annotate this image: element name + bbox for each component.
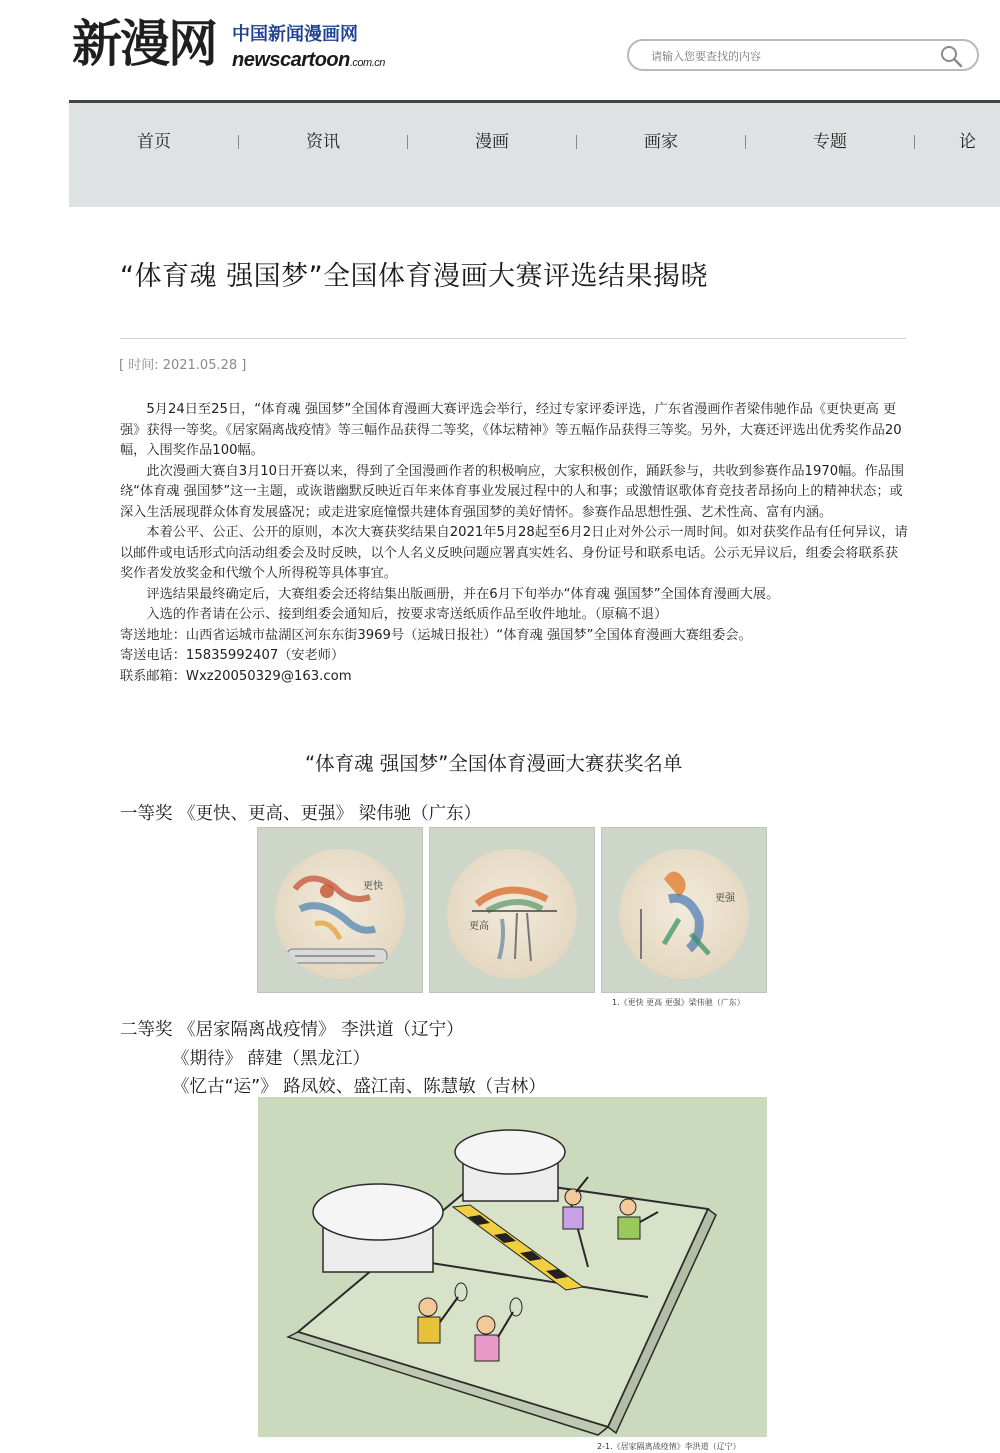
artwork-disc-torch-runner	[619, 849, 749, 979]
article-paragraph: 评选结果最终确定后，大赛组委会还将结集出版画册，并在6月下旬举办“体育魂 强国梦”全国体育漫画大展。	[146, 586, 780, 602]
article-body	[120, 400, 910, 687]
site-logo[interactable]: 新漫网	[72, 14, 216, 73]
artwork-label: 更高	[469, 921, 489, 932]
logo-subtitle-cn: 中国新闻漫画网	[232, 24, 358, 45]
artwork-disc-sprinter	[275, 849, 405, 979]
first-prize-line: 一等奖 《更快、更高、更强》 梁伟驰（广东）	[120, 804, 482, 824]
article-paragraph: 此次漫画大赛自3月10日开赛以来，得到了全国漫画作者的积极响应，大家积极创作，踊跃参与，共收到参赛作品1970幅。作品围绕“体育魂 强国梦”这一主题，或诙谐幽默反映近百年来体育事业发展过程中的人和事；或激情讴歌体育竞技者昂扬向上的精神状态；或深入生活展现群众体育发展盛况；或走进家庭憧憬共建体育强国梦的美好情怀。参赛作品思想性强、艺术性高、富有内涵。	[120, 463, 905, 520]
second-prize-line: 二等奖 《居家隔离战疫情》 李洪道（辽宁）	[120, 1020, 464, 1040]
artwork-panel	[601, 827, 767, 993]
site-logo-subtitle[interactable]	[232, 26, 385, 70]
nav-item-cartoons[interactable]: 漫画	[475, 132, 509, 152]
logo-subtitle-en-name: newscartoon	[232, 49, 350, 71]
logo-subtitle-en	[232, 50, 385, 70]
nav-separator	[576, 135, 577, 149]
nav-separator	[914, 135, 915, 149]
artwork-disc-high-jump	[447, 849, 577, 979]
search-icon[interactable]	[939, 44, 963, 68]
first-prize-artwork[interactable]	[257, 827, 767, 993]
logo-subtitle-domain: .com.cn	[349, 57, 385, 69]
nav-item-artists[interactable]: 画家	[644, 132, 678, 152]
artwork-panel	[429, 827, 595, 993]
article-paragraph: 本着公平、公正、公开的原则，本次大赛获奖结果自2021年5月28起至6月2日止对外公示一周时间。如对获奖作品有任何异议，请以邮件或电话形式向活动组委会及时反映，以个人名义反映问题应署真实姓名、身份证号和联系电话。公示无异议后，组委会将联系获奖作者发放奖金和代缴个人所得税等具体事宜。	[120, 525, 908, 581]
quarantine-cartoon-illustration	[258, 1097, 767, 1437]
artwork-panel	[257, 827, 423, 993]
article-title: “体育魂 强国梦”全国体育漫画大赛评选结果揭晓	[120, 261, 709, 292]
house-left	[313, 1184, 443, 1272]
first-prize-caption: 1.《更快 更高 更强》梁伟驰（广东）	[612, 998, 745, 1007]
nav-separator	[407, 135, 408, 149]
nav-item-forum[interactable]: 论	[959, 132, 976, 152]
winners-list-title: “体育魂 强国梦”全国体育漫画大赛获奖名单	[305, 752, 683, 775]
torch-runner-illustration	[619, 849, 749, 979]
artwork-label: 更强	[715, 893, 735, 904]
second-prize-line: 《期待》 薛建（黑龙江）	[172, 1049, 371, 1069]
page-right-margin	[955, 207, 1000, 1453]
search-box	[627, 39, 979, 71]
high-jump-illustration	[447, 849, 577, 979]
sprinter-illustration	[275, 849, 405, 979]
article-paragraph: 5月24日至25日，“体育魂 强国梦”全国体育漫画大赛评选会举行，经过专家评委评选，广东省漫画作者梁伟驰作品《更快更高 更强》获得一等奖。《居家隔离战疫情》等三幅作品获得二等奖，《体坛精神》等五幅作品获得三等奖。另外，大赛还评选出优秀奖作品20幅，入围奖作品100幅。	[120, 402, 902, 458]
title-divider	[120, 338, 906, 339]
article-date: [ 时间: 2021.05.28 ]	[119, 358, 247, 373]
contact-address: 寄送地址：山西省运城市盐湖区河东东街3969号（运城日报社）“体育魂 强国梦”全国体育漫画大赛组委会。	[120, 627, 752, 643]
nav-item-topics[interactable]: 专题	[813, 132, 847, 152]
nav-separator	[238, 135, 239, 149]
search-input[interactable]	[649, 46, 933, 66]
artwork-label: 更快	[363, 881, 383, 892]
site-header	[0, 0, 1000, 100]
contact-phone: 寄送电话：15835992407（安老师）	[120, 648, 345, 663]
nav-separator	[745, 135, 746, 149]
main-nav	[69, 103, 1000, 207]
nav-item-news[interactable]: 资讯	[306, 132, 340, 152]
second-prize-artwork[interactable]	[258, 1097, 767, 1437]
second-prize-line: 《忆古“运”》 路凤姣、盛江南、陈慧敏（吉林）	[172, 1077, 546, 1097]
page-left-margin	[0, 103, 69, 1453]
article-paragraph: 入选的作者请在公示、接到组委会通知后，按要求寄送纸质作品至收件地址。（原稿不退）	[146, 607, 668, 622]
nav-item-home[interactable]: 首页	[137, 132, 171, 152]
second-prize-caption: 2-1.《居家隔离战疫情》李洪道（辽宁）	[597, 1442, 741, 1451]
house-right	[455, 1130, 565, 1201]
contact-email[interactable]: 联系邮箱：Wxz20050329@163.com	[120, 668, 352, 684]
